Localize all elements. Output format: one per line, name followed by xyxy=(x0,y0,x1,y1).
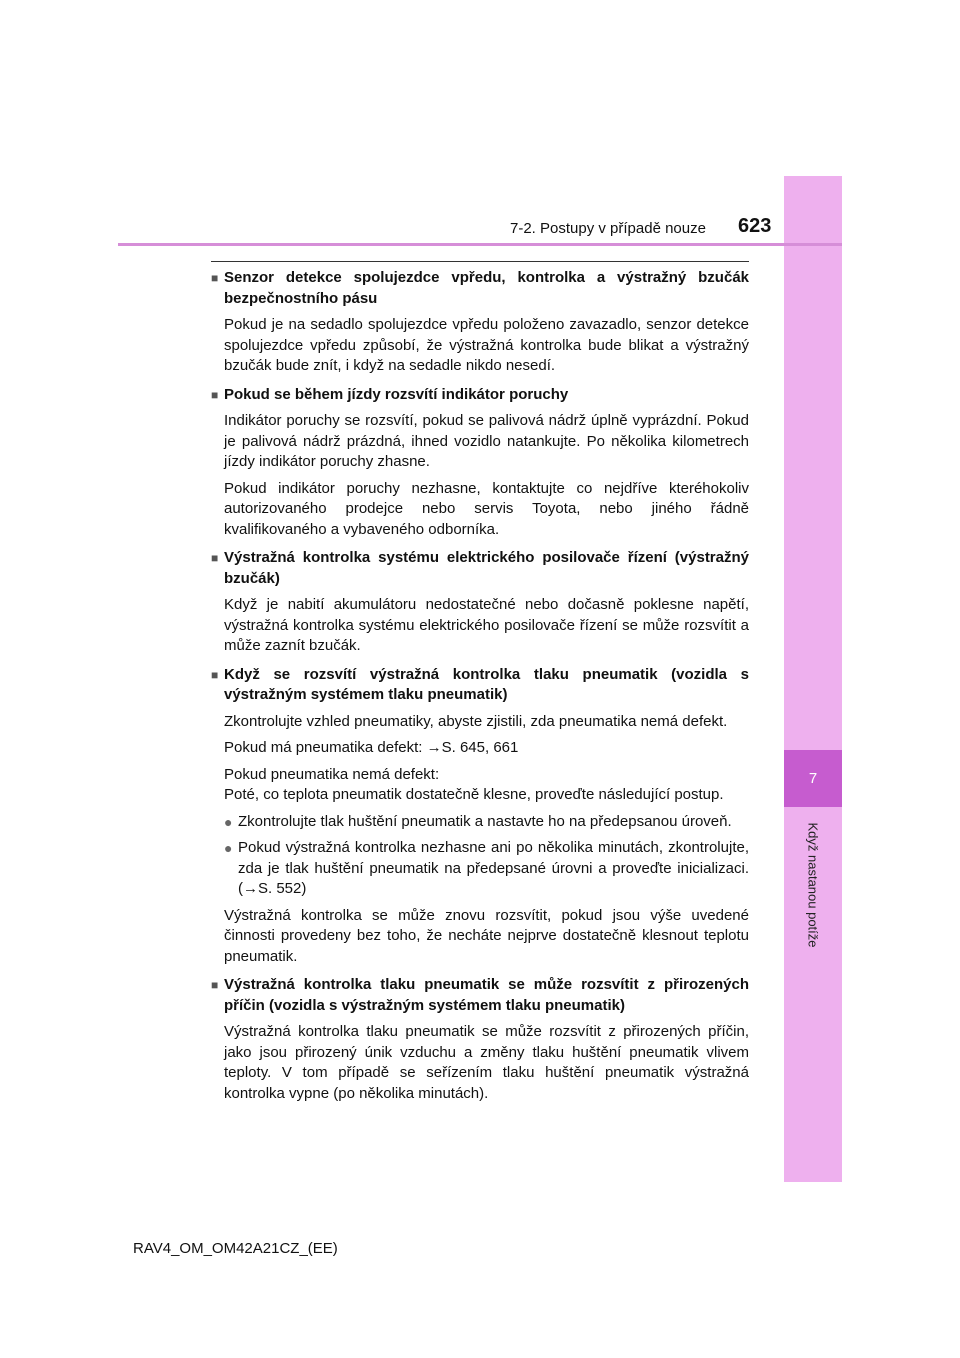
square-bullet-icon: ■ xyxy=(211,271,219,285)
circle-bullet-icon: ● xyxy=(224,840,233,856)
chapter-side-tab xyxy=(784,176,842,1182)
item-heading: Senzor detekce spolujezdce vpředu, kontrolka a výstražný bzučák bezpečnostního pásu xyxy=(224,269,749,307)
bullet-item: ● Pokud výstražná kontrolka nezhasne ani po několika minutách, zkontrolujte, zda je tlak huštění pneumatik na předepsané úrovni a proveďte inicializaci. (→S. 552) xyxy=(224,838,749,900)
item-paragraph: Pokud indikátor poruchy nezhasne, kontaktujte co nejdříve kteréhokoliv autorizovaného prodejce nebo servis Toyota, nebo jiného řádně kvalifikovaného a vybaveného odborníka. xyxy=(224,479,749,538)
page-content xyxy=(211,268,749,1112)
section-title: 7-2. Postupy v případě nouze xyxy=(510,220,706,237)
circle-bullet-icon: ● xyxy=(224,813,233,830)
square-bullet-icon: ■ xyxy=(211,978,219,992)
bullet-item: ● Zkontrolujte tlak huštění pneumatik a nastavte ho na předepsanou úroveň. xyxy=(224,812,749,833)
item-paragraph: Pokud je na sedadlo spolujezdce vpředu položeno zavazadlo, senzor detekce spolujezdce vpředu způsobí, že výstražná kontrolka bude blikat a výstražný bzučák bude znít, i když na sedadle nikdo nesedí. xyxy=(224,316,749,374)
square-bullet-icon: ■ xyxy=(211,667,219,682)
item-tire-pressure-natural xyxy=(211,975,749,1104)
square-bullet-icon: ■ xyxy=(211,551,219,565)
content-top-rule xyxy=(211,261,749,262)
item-tire-pressure-light xyxy=(211,665,749,968)
chapter-title: Když nastanou potíže xyxy=(805,822,821,948)
item-paragraph: Pokud má pneumatika defekt: →S. 645, 661 xyxy=(224,739,519,756)
item-paragraph: Pokud pneumatika nemá defekt: Poté, co teplota pneumatik dostatečně klesne, proveďte následující postup. xyxy=(224,765,724,803)
item-paragraph: Indikátor poruchy se rozsvítí, pokud se palivová nádrž úplně vyprázdní. Pokud je palivová nádrž prázdná, ihned vozidlo natankujte. Po několika kilometrech jízdy indikátor poruchy zhasne. xyxy=(224,412,749,470)
item-heading: Když se rozsvítí výstražná kontrolka tlaku pneumatik (vozidla s výstražným systémem tlaku pneumatik) xyxy=(224,665,749,703)
document-code: RAV4_OM_OM42A21CZ_(EE) xyxy=(133,1240,338,1257)
page-number: 623 xyxy=(738,215,772,237)
item-heading: Výstražná kontrolka tlaku pneumatik se může rozsvítit z přirozených příčin (vozidla s výstražným systémem tlaku pneumatik) xyxy=(224,976,749,1014)
item-seat-sensor xyxy=(211,268,749,377)
item-paragraph: Výstražná kontrolka se může znovu rozsvítit, pokud jsou výše uvedené činnosti provedeny bez toho, že necháte nejprve dostatečně klesnout teplotu pneumatik. xyxy=(224,906,749,965)
item-malfunction-indicator xyxy=(211,385,749,541)
item-paragraph: Zkontrolujte vzhled pneumatiky, abyste zjistili, zda pneumatika nemá defekt. xyxy=(224,712,728,730)
header-rule xyxy=(118,243,842,246)
item-heading: Pokud se během jízdy rozsvítí indikátor poruchy xyxy=(224,385,569,403)
chapter-number: 7 xyxy=(784,750,842,807)
item-paragraph: Výstražná kontrolka tlaku pneumatik se může rozsvítit z přirozených příčin, jako jsou přirozený únik vzduchu a změny tlaku huštění pneumatik vlivem teploty. V tom případě se seřízením tlaku huštění pneumatik výstražná kontrolka vypne (po několika minutách). xyxy=(224,1023,749,1102)
item-heading: Výstražná kontrolka systému elektrického posilovače řízení (výstražný bzučák) xyxy=(224,549,749,587)
square-bullet-icon: ■ xyxy=(211,387,219,402)
item-paragraph: Když je nabití akumulátoru nedostatečné nebo dočasně poklesne napětí, výstražná kontrolka systému elektrického posilovače řízení se může rozsvítit a může zaznít bzučák. xyxy=(224,596,749,654)
item-power-steering xyxy=(211,548,749,657)
